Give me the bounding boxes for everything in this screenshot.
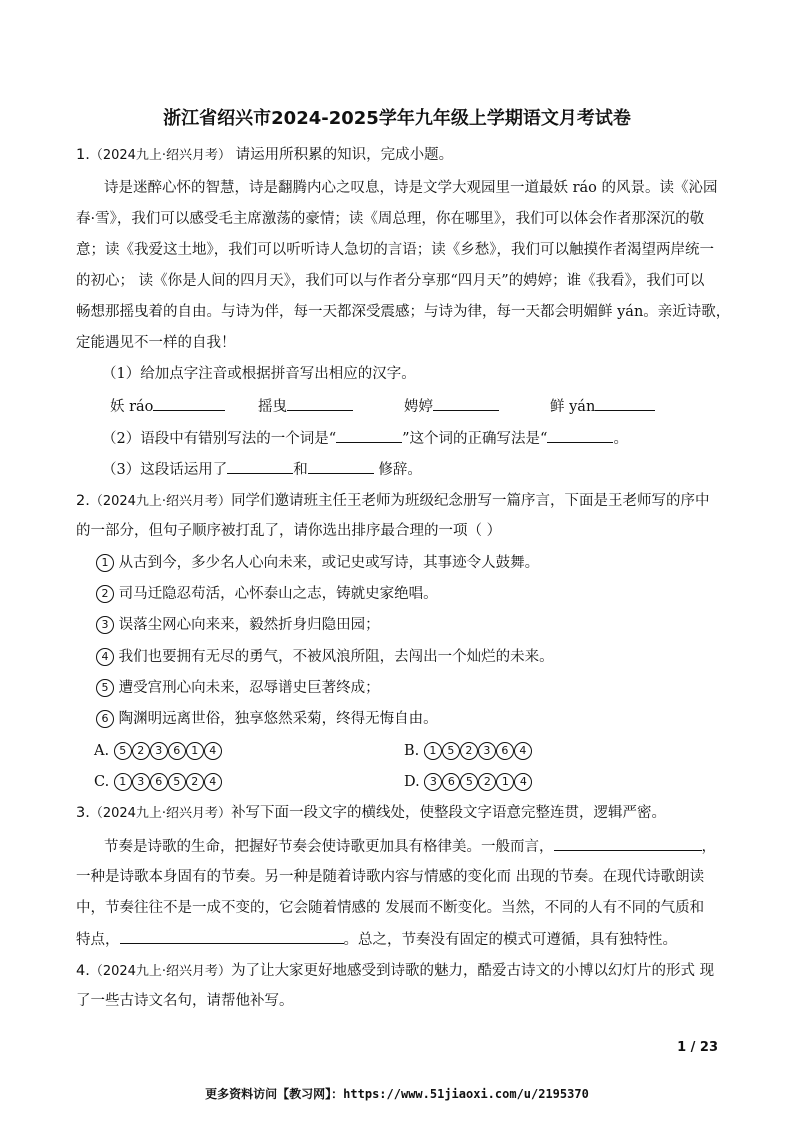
passage-line: 定能遇见不一样的自我！ xyxy=(76,335,236,351)
answer-blank[interactable] xyxy=(336,428,402,443)
answer-blank[interactable] xyxy=(227,459,293,474)
word-item: 妖 ráo xyxy=(110,396,225,417)
question-source: （2024九上·绍兴月考） xyxy=(89,148,232,163)
list-item: 4 我们也要拥有无尽的勇气，不被风浪所阻，去闯出一个灿烂的未来。 xyxy=(96,647,554,667)
answer-blank[interactable] xyxy=(554,836,702,851)
page-title: 浙江省绍兴市2024-2025学年九年级上学期语文月考试卷 xyxy=(163,108,631,129)
option-b[interactable]: B. 1 5 2 3 6 4 xyxy=(404,741,532,761)
sub-question-2: （2）语段中有错别写法的一个词是“ ”这个词的正确写法是“ 。 xyxy=(102,428,628,449)
answer-blank[interactable] xyxy=(153,396,225,411)
passage-line: 的初心； 读《你是人间的四月天》，我们可以与作者分享那“四月天”的娉婷；谁《我看》，我们可以 xyxy=(76,273,705,289)
option-c[interactable]: C. 1 3 6 5 2 4 xyxy=(94,772,222,792)
footer-link[interactable]: 更多资料访问【教习网】：https://www.51jiaoxi.com/u/2195370 xyxy=(205,1087,589,1101)
answer-blank[interactable] xyxy=(547,428,613,443)
list-item: 1 从古到今，多少名人心向未来，或记史或写诗，其事迹令人鼓舞。 xyxy=(96,553,539,573)
passage-line: 畅想那摇曳着的自由。与诗为伴，每一天都深受震感；与诗为律，每一天都会明媚鲜 yán。亲近诗歌， xyxy=(76,304,731,320)
question-2-header: 2.（2024九上·绍兴月考）同学们邀请班主任王老师为班级纪念册写一篇序言，下面是王老师写的序中 xyxy=(76,493,710,509)
sub-question-1: （1）给加点字注音或根据拼音写出相应的汉字。 xyxy=(102,366,416,382)
word-item: 摇曳 xyxy=(258,396,353,417)
passage-line: 意；读《我爱这土地》，我们可以听听诗人急切的言语；读《乡愁》，我们可以触摸作者渴望两岸统一 xyxy=(76,242,714,258)
question-4-header: 4.（2024九上·绍兴月考）为了让大家更好地感受到诗歌的魅力，酷爱古诗文的小博以幻灯片的形式 现 xyxy=(76,963,715,979)
word-item: 鲜 yán xyxy=(550,396,655,417)
answer-blank[interactable] xyxy=(595,396,655,411)
passage-line: 一种是诗歌本身固有的节奏。另一种是随着诗歌内容与情感的变化而 出现的节奏。在现代诗歌朗读 xyxy=(76,869,705,885)
list-item: 6 陶渊明远离世俗，独享悠然采菊，终得无悔自由。 xyxy=(96,709,438,729)
answer-blank[interactable] xyxy=(308,459,374,474)
list-item: 2 司马迁隐忍苟活，心怀泰山之志，铸就史家绝唱。 xyxy=(96,584,438,604)
word-item: 娉婷 xyxy=(404,396,499,417)
passage-line: 诗是迷醉心怀的智慧，诗是翻腾内心之叹息，诗是文学大观园里一道最妖 ráo 的风景。读《沁园 xyxy=(104,180,718,196)
question-1-header xyxy=(76,145,453,166)
answer-blank[interactable] xyxy=(120,929,344,944)
passage-line: 节奏是诗歌的生命，把握好节奏会使诗歌更加具有格律美。一般而言， ， xyxy=(104,836,716,857)
question-prompt: 的一部分，但句子顺序被打乱了，请你选出排序最合理的一项（ ） xyxy=(76,523,502,539)
question-prompt: 了一些古诗文名句，请帮他补写。 xyxy=(76,993,294,1009)
question-3-header: 3.（2024九上·绍兴月考）补写下面一段文字的横线处，使整段文字语意完整连贯，逻辑严密。 xyxy=(76,805,667,821)
question-number: 1. xyxy=(76,147,90,163)
answer-blank[interactable] xyxy=(433,396,499,411)
option-d[interactable]: D. 3 6 5 2 1 4 xyxy=(404,772,532,792)
list-item: 5 遭受宫刑心向未来，忍辱谱史巨著终成； xyxy=(96,678,380,698)
passage-line: 中，节奏往往不是一成不变的，它会随着情感的 发展而不断变化。当然，不同的人有不同的气质和 xyxy=(76,900,705,916)
passage-line: 特点， 。总之，节奏没有固定的模式可遵循，具有独特性。 xyxy=(76,929,677,950)
page-number: 1 / 23 xyxy=(677,1040,718,1055)
option-a[interactable]: A. 5 2 3 6 1 4 xyxy=(94,741,222,761)
question-prompt: 请运用所积累的知识，完成小题。 xyxy=(235,147,454,163)
list-item: 3 误落尘网心向来来，毅然折身归隐田园； xyxy=(96,615,380,635)
answer-blank[interactable] xyxy=(287,396,353,411)
sub-question-3: （3）这段话运用了 和 修辞。 xyxy=(102,459,422,480)
passage-line: 春·雪》，我们可以感受毛主席激荡的豪情；读《周总理，你在哪里》，我们可以体会作者那深沉的敬 xyxy=(76,211,705,227)
